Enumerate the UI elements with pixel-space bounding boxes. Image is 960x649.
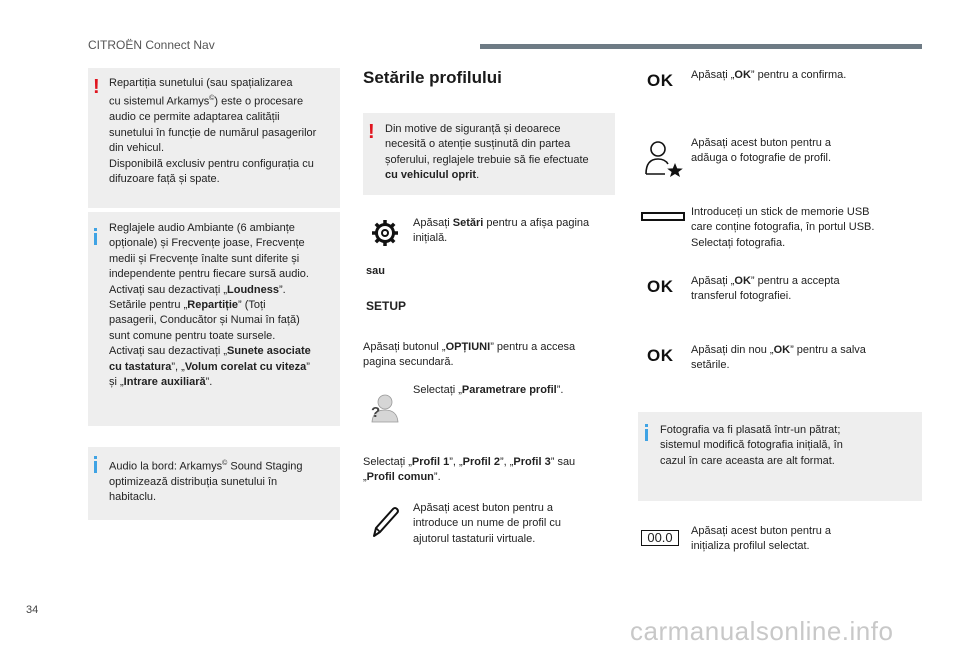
step-options: Apăsați butonul „OPȚIUNI” pentru a accesa pagina secundară.	[363, 341, 576, 369]
info-icon-bar	[645, 429, 648, 441]
usb-slot-icon	[641, 212, 685, 221]
warning-icon: !	[93, 76, 100, 98]
page-number: 34	[26, 604, 39, 616]
step-select-profile: Selectați „Profil 1”, „Profil 2”, „Profil 3” sau „Profil comun”.	[363, 456, 576, 484]
step-reset-profile: Apăsați acest buton pentru a inițializa profilul selectat.	[691, 525, 832, 553]
info-icon	[94, 228, 97, 231]
warning-safety: Din motive de siguranță și deoarece necesită o atenție susținută din partea șoferului, reglajele trebuie să fie efectuate cu vehiculul oprit.	[385, 123, 589, 182]
or-label: sau	[366, 265, 385, 277]
settings-gear-icon	[370, 218, 400, 248]
info-icon-bar	[94, 461, 97, 473]
note-audio-settings: Reglajele audio Ambiante (6 ambianțe opționale) și Frecvențe joase, Frecvențe medii și Frecvențe înalte sunt diferite și independente pentru fiecare sursă audio. Activați sau dezactivați „Loudness”. Setările pentru „Repartiție” (Toți pasagerii, Conducător și Numai în față) sunt comune pentru toate sursele. Activați sau dezactivați „Sunete asociate cu tastatura”, „Volum corelat cu viteza” și „Intrare auxiliară”.	[109, 222, 311, 389]
section-title: Setările profilului	[363, 68, 502, 87]
step-confirm: Apăsați „OK” pentru a confirma.	[691, 69, 847, 81]
ok-button-icon: OK	[647, 346, 674, 365]
step-save-settings: Apăsați din nou „OK” pentru a salva setările.	[691, 344, 866, 372]
note-sound-distribution: Repartiția sunetului (sau spațializarea cu sistemul Arkamys©) este o procesare audio ce permite adaptarea calității sunetului în funcție de numărul pasagerilor din vehicul. Disponibilă exclusiv pentru configurația cu difuzoare față și spate.	[109, 77, 317, 186]
warning-icon: !	[368, 121, 375, 143]
profile-help-icon	[368, 393, 402, 423]
info-icon	[645, 424, 648, 427]
svg-text:?: ?	[371, 404, 381, 421]
step-usb: Introduceți un stick de memorie USB care conține fotografia, în portul USB. Selectați fotografia.	[691, 206, 875, 249]
step-profile-parameters: Selectați „Parametrare profil”.	[413, 384, 564, 396]
note-photo-format: Fotografia va fi plasată într-un pătrat; sistemul modifică fotografia inițială, în cazul în care aceasta are alt format.	[660, 424, 843, 467]
step-accept-transfer: Apăsați „OK” pentru a accepta transferul fotografiei.	[691, 275, 840, 303]
note-arkamys: Audio la bord: Arkamys© Sound Staging optimizează distribuția sunetului în habitaclu.	[109, 460, 303, 504]
header-bar	[480, 44, 922, 49]
step-settings: Apăsați Setări pentru a afișa pagina inițială.	[413, 217, 590, 245]
info-icon-bar	[94, 233, 97, 245]
ok-button-icon: OK	[647, 277, 674, 296]
manual-title: CITROËN Connect Nav	[88, 38, 215, 52]
reset-profile-icon: 00.0	[641, 530, 679, 546]
add-profile-photo-icon	[641, 139, 683, 177]
ok-button-icon: OK	[647, 71, 674, 90]
step-profile-name: Apăsați acest buton pentru a introduce un nume de profil cu ajutorul tastaturii virtuale.	[413, 502, 561, 545]
step-add-photo: Apăsați acest buton pentru a adăuga o fotografie de profil.	[691, 137, 832, 165]
watermark: carmanualsonline.info	[630, 616, 894, 646]
pencil-icon	[370, 505, 400, 539]
setup-label: SETUP	[366, 299, 407, 313]
info-icon	[94, 456, 97, 459]
